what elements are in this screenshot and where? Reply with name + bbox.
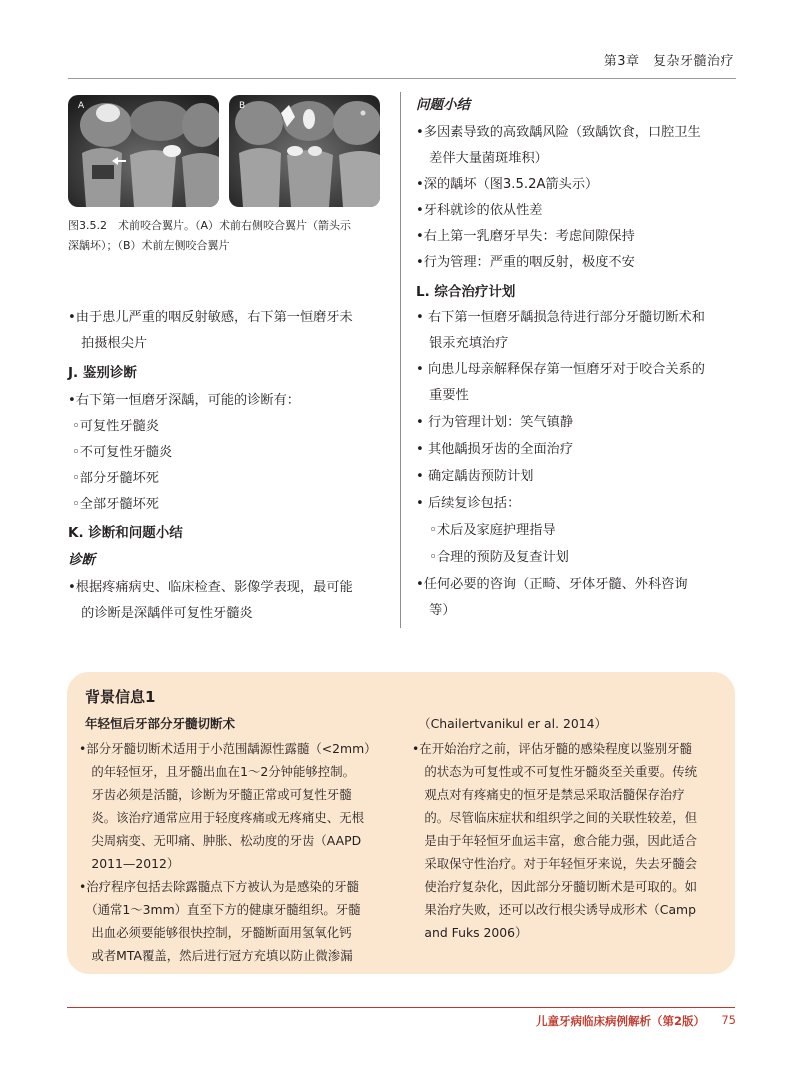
box-text-line: and Fuks 2006） [412, 925, 528, 940]
list-item: ◦不可复性牙髓炎 [72, 445, 173, 460]
figure-caption [68, 216, 393, 256]
list-item: 差伴大量菌斑堆积） [416, 151, 548, 166]
list-item: 重要性 [416, 388, 469, 403]
bullet-text: 拍摄根尖片 [68, 336, 148, 351]
list-item: 银汞充填治疗 [416, 336, 509, 351]
section-heading-k: K. 诊断和问题小结 [68, 525, 183, 541]
box-text-line: （Chailertvanikul er al. 2014） [412, 716, 607, 731]
list-item: • 其他龋损牙齿的全面治疗 [416, 442, 574, 457]
list-item: •深的龋坏（图3.5.2A箭头示） [416, 177, 599, 192]
list-item: ◦合理的预防及复查计划 [416, 550, 569, 565]
page-number: 75 [721, 1013, 736, 1027]
box-text-line: •部分牙髓切断术适用于小范围龋源性露髓（<2mm） [79, 741, 377, 756]
section-heading-j: J. 鉴别诊断 [68, 365, 137, 381]
box-text-line: 采取保守性治疗。对于年轻恒牙来说，失去牙髓会 [412, 856, 697, 871]
box-text-line: 或者MTA覆盖，然后进行冠方充填以防止微渗漏 [79, 948, 353, 963]
xray-figure-a [68, 95, 219, 207]
list-item: •任何必要的咨询（正畸、牙体牙髓、外科咨询 [416, 577, 688, 592]
box-text-line: 的年轻恒牙，且牙髓出血在1～2分钟能够控制。 [79, 764, 355, 779]
header-divider [68, 78, 736, 79]
box-text-line: 是由于年轻恒牙血运丰富，愈合能力强，因此适合 [412, 833, 697, 848]
xray-a-image [68, 95, 219, 207]
footer-book-title: 儿童牙病临床病例解析（第2版） [536, 1014, 705, 1028]
bullet-text: •根据疼痛病史、临床检查、影像学表现，最可能 [68, 580, 353, 595]
bullet-text: •右下第一恒磨牙深龋，可能的诊断有： [68, 393, 300, 408]
box-text-line: 尖周病变、无叩痛、肿胀、松动度的牙齿（AAPD [79, 833, 362, 848]
figure-a-label: A [78, 101, 85, 111]
box-title: 背景信息1 [85, 688, 156, 706]
box-text-line: 的。尽管临床症状和组织学之间的关联性较差，但 [412, 810, 697, 825]
footer-divider [67, 1007, 735, 1008]
list-item: •右上第一乳磨牙早失：考虑间隙保持 [416, 229, 635, 244]
box-text-line: 牙齿必须是活髓，诊断为牙髓正常或可复性牙髓 [79, 787, 352, 802]
xray-b-image [229, 95, 380, 207]
caption-line: 深龋坏）；（B）术前左侧咬合翼片 [68, 239, 230, 252]
box-text-line: 出血必须要能够很快控制，牙髓断面用氢氧化钙 [79, 925, 352, 940]
list-item: ◦可复性牙髓炎 [72, 419, 159, 434]
box-text-line: （通常1～3mm）直至下方的健康牙髓组织。牙髓 [79, 902, 361, 917]
section-heading-l: L. 综合治疗计划 [416, 284, 516, 300]
list-item: •多因素导致的高致龋风险（致龋饮食，口腔卫生 [416, 125, 701, 140]
box-text-line: 果治疗失败，还可以改行根尖诱导成形术（Camp [412, 902, 696, 917]
caption-line: 图3.5.2 术前咬合翼片。（A）术前右侧咬合翼片（箭头示 [68, 219, 352, 232]
list-item: •行为管理：严重的咽反射，极度不安 [416, 255, 635, 270]
list-item: ◦全部牙髓坏死 [72, 497, 159, 512]
box-text-line: 2011—2012） [79, 856, 180, 871]
box-text-line: 使治疗复杂化，因此部分牙髓切断术是可取的。如 [412, 879, 697, 894]
column-divider [400, 92, 401, 628]
box-text-line: •治疗程序包括去除露髓点下方被认为是感染的牙髓 [79, 879, 359, 894]
list-item: ◦术后及家庭护理指导 [416, 523, 556, 538]
subheading-diagnosis: 诊断 [68, 552, 95, 568]
list-item: •牙科就诊的依从性差 [416, 203, 543, 218]
box-text-line: 观点对有疼痛史的恒牙是禁忌采取活髓保存治疗 [412, 787, 685, 802]
list-item: • 向患儿母亲解释保存第一恒磨牙对于咬合关系的 [416, 362, 705, 377]
subheading-problem-summary: 问题小结 [416, 97, 470, 113]
list-item: • 行为管理计划：笑气镇静 [416, 415, 574, 430]
list-item: ◦部分牙髓坏死 [72, 471, 159, 486]
bullet-text: 的诊断是深龋伴可复性牙髓炎 [68, 606, 253, 621]
list-item: • 右下第一恒磨牙龋损急待进行部分牙髓切断术和 [416, 310, 705, 325]
list-item: 等） [416, 603, 456, 618]
list-item: • 确定龋齿预防计划 [416, 469, 534, 484]
box-text-line: 炎。该治疗通常应用于轻度疼痛或无疼痛史、无根 [79, 810, 364, 825]
figure-b-label: B [239, 101, 246, 111]
chapter-header: 第3章 复杂牙髓治疗 [603, 54, 734, 69]
box-text-line: •在开始治疗之前，评估牙髓的感染程度以鉴别牙髓 [412, 741, 692, 756]
bullet-text: •由于患儿严重的咽反射敏感，右下第一恒磨牙未 [68, 310, 353, 325]
xray-figure-b [229, 95, 380, 207]
box-text-line: 的状态为可复性或不可复性牙髓炎至关重要。传统 [412, 764, 697, 779]
list-item: • 后续复诊包括： [416, 496, 521, 511]
box-subtitle: 年轻恒后牙部分牙髓切断术 [85, 716, 236, 731]
